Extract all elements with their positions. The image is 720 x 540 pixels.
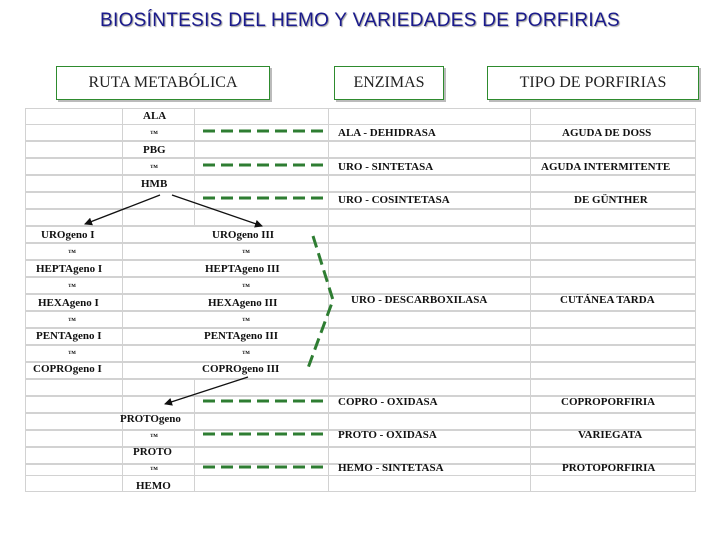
metabolite-pbg: PBG <box>143 144 166 156</box>
porphyria-de-gunther: DE GÜNTHER <box>574 194 648 206</box>
porphyria-coproporfiria: COPROPORFIRIA <box>561 396 656 408</box>
conversion-symbol: ™ <box>150 129 158 138</box>
conversion-symbol: ™ <box>242 248 250 257</box>
porphyria-cutanea-tarda: CUTÁNEA TARDA <box>560 294 655 306</box>
conversion-symbol: ™ <box>68 282 76 291</box>
metabolite-uro3: UROgeno III <box>212 229 275 241</box>
metabolite-hemo: HEMO <box>136 480 171 492</box>
metabolite-hexa1: HEXAgeno I <box>38 297 99 309</box>
metabolite-penta3: PENTAgeno III <box>204 330 279 342</box>
header-ruta-label: RUTA METABÓLICA <box>88 74 238 91</box>
enzyme-uro-sintetasa: URO - SINTETASA <box>338 161 434 173</box>
conversion-symbol: ™ <box>150 432 158 441</box>
conversion-symbol: ™ <box>150 465 158 474</box>
porphyria-protoporfiria: PROTOPORFIRIA <box>562 462 656 474</box>
porphyria-variegata: VARIEGATA <box>578 429 643 441</box>
metabolite-hepta1: HEPTAgeno I <box>36 263 103 275</box>
enzyme-hemo-sintetasa: HEMO - SINTETASA <box>338 462 444 474</box>
enzyme-proto-oxidasa: PROTO - OXIDASA <box>338 429 437 441</box>
descarboxilasa-connector-dash <box>308 236 333 368</box>
conversion-symbol: ™ <box>242 282 250 291</box>
metabolite-uro1: UROgeno I <box>41 229 95 241</box>
metabolite-hmb: HMB <box>141 178 168 190</box>
porphyria-aguda-intermitente: AGUDA INTERMITENTE <box>541 161 671 173</box>
metabolite-protogeno: PROTOgeno <box>120 413 181 425</box>
metabolite-penta1: PENTAgeno I <box>36 330 102 342</box>
metabolite-hexa3: HEXAgeno III <box>208 297 278 309</box>
header-enzimas-label: ENZIMAS <box>353 74 425 91</box>
page-title: BIOSÍNTESIS DEL HEMO Y VARIEDADES DE PORFIRIAS <box>100 10 620 31</box>
metabolite-hepta3: HEPTAgeno III <box>205 263 280 275</box>
enzyme-copro-oxidasa: COPRO - OXIDASA <box>338 396 438 408</box>
conversion-symbol: ™ <box>68 248 76 257</box>
conversion-symbol: ™ <box>68 316 76 325</box>
enzyme-ala-dehidrasa: ALA - DEHIDRASA <box>338 127 436 139</box>
enzyme-uro-descarboxilasa: URO - DESCARBOXILASA <box>351 294 488 306</box>
header-tipo-label: TIPO DE PORFIRIAS <box>519 74 667 91</box>
metabolite-copro1: COPROgeno I <box>33 363 102 375</box>
metabolite-copro3: COPROgeno III <box>202 363 280 375</box>
conversion-symbol: ™ <box>150 163 158 172</box>
arrow-hmb-to-uro1 <box>85 195 160 224</box>
metabolite-ala: ALA <box>143 110 167 122</box>
conversion-symbol: ™ <box>242 316 250 325</box>
enzyme-uro-cosintetasa: URO - COSINTETASA <box>338 194 450 206</box>
arrow-hmb-to-uro3 <box>172 195 262 226</box>
metabolite-proto: PROTO <box>133 446 172 458</box>
porphyria-aguda-de-doss: AGUDA DE DOSS <box>562 127 652 139</box>
conversion-symbol: ™ <box>68 349 76 358</box>
conversion-symbol: ™ <box>242 349 250 358</box>
